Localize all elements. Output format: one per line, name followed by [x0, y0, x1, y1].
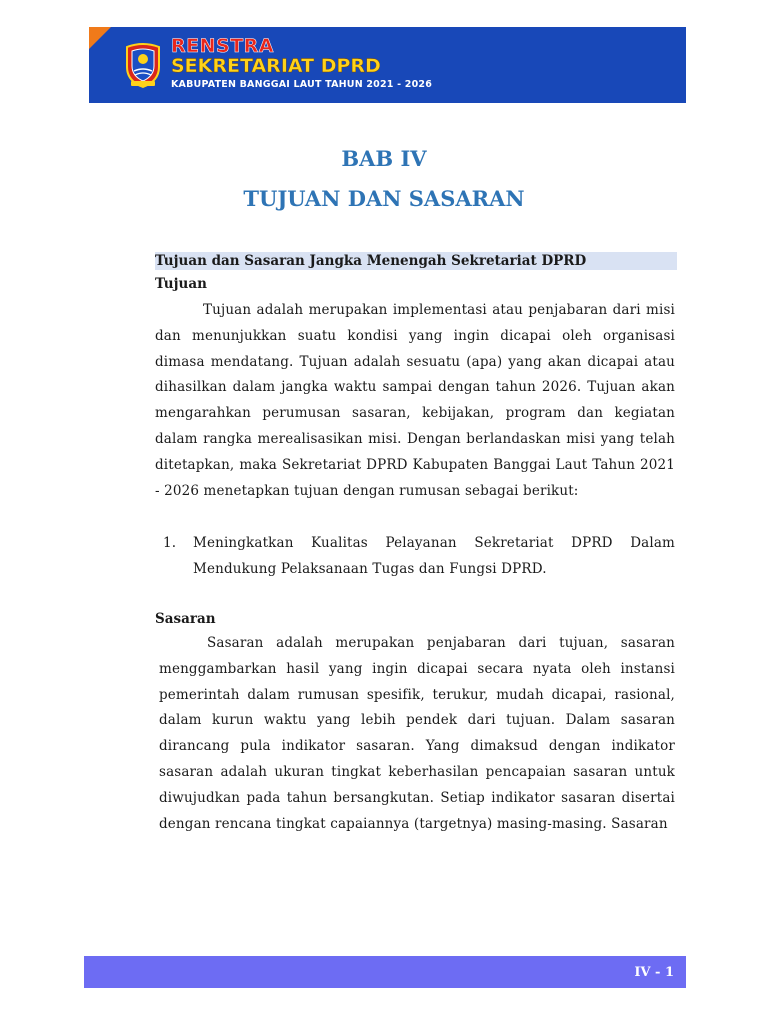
tujuan-list [155, 531, 675, 583]
section-heading: Tujuan dan Sasaran Jangka Menengah Sekretariat DPRD [155, 252, 677, 270]
header-title: RENSTRA [171, 35, 274, 57]
footer-bar [84, 956, 686, 988]
header-subtitle: SEKRETARIAT DPRD [171, 55, 381, 77]
list-item-text: Meningkatkan Kualitas Pelayanan Sekretariat DPRD Dalam Mendukung Pelaksanaan Tugas dan Fungsi DPRD. [193, 535, 675, 577]
header-banner [89, 27, 686, 103]
header-title-block [171, 37, 432, 90]
tujuan-heading: Tujuan [155, 276, 207, 292]
chapter-number: BAB IV [341, 146, 427, 171]
header-corner-accent [89, 27, 111, 49]
regency-emblem-icon [123, 41, 163, 89]
list-item [155, 531, 675, 583]
sasaran-heading: Sasaran [155, 611, 216, 627]
page-number: IV - 1 [634, 965, 674, 980]
chapter-title: TUJUAN DAN SASARAN [243, 186, 525, 211]
sasaran-paragraph: Sasaran adalah merupakan penjabaran dari tujuan, sasaran menggambarkan hasil yang ingin dicapai secara nyata oleh instansi pemerintah dalam rumusan spesifik, terukur, mudah dicapai, rasional, dalam kurun waktu yang lebih pendek dari tujuan. Dalam sasaran dirancang pula indikator sasaran. Yang dimaksud dengan indikator sasaran adalah ukuran tingkat keberhasilan pencapaian sasaran untuk diwujudkan pada tahun bersangkutan. Setiap indikator sasaran disertai dengan rencana tingkat capaiannya (targetnya) masing-masing. Sasaran [159, 635, 675, 832]
header-caption: KABUPATEN BANGGAI LAUT TAHUN 2021 - 2026 [171, 79, 433, 90]
tujuan-paragraph: Tujuan adalah merupakan implementasi atau penjabaran dari misi dan menunjukkan suatu kondisi yang ingin dicapai oleh organisasi dimasa mendatang. Tujuan adalah sesuatu (apa) yang akan dicapai atau dihasilkan dalam jangka waktu sampai dengan tahun 2026. Tujuan akan mengarahkan perumusan sasaran, kebijakan, program dan kegiatan dalam rangka merealisasikan misi. Dengan berlandaskan misi yang telah ditetapkan, maka Sekretariat DPRD Kabupaten Banggai Laut Tahun 2021 - 2026 menetapkan tujuan dengan rumusan sebagai berikut: [155, 302, 675, 499]
list-item-number: 1. [163, 535, 177, 551]
